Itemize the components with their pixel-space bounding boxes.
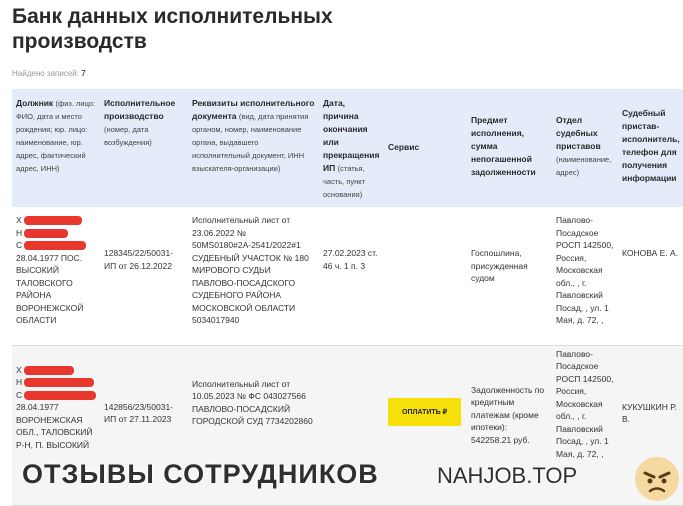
- cell-document: Исполнительный лист от 10.05.2023 № ФС 043027566 ПАВЛОВО-ПОСАДСКИЙ ГОРОДСКОЙ СУД 7734202860: [188, 345, 319, 505]
- cell-debtor: Х Н С 28.04.1977 ВОРОНЕЖСКАЯ ОБЛ., ТАЛОВСКИЙ Р-Н, П. ВЫСОКИЙ: [12, 345, 100, 505]
- cell-subject: Задолженность по кредитным платежам (кроме ипотеки): 542258.21 руб.: [467, 345, 552, 505]
- angry-face-icon: [633, 455, 681, 503]
- records-found-count: 7: [81, 69, 86, 78]
- header-document: Реквизиты исполнительного документа (вид, дата принятия органом, номер, наименование органа, выдавшего исполнительный документ, ИНН взыскателя-организации): [188, 89, 319, 207]
- cell-proceeding: 128345/22/50031-ИП от 26.12.2022: [100, 207, 188, 345]
- redaction-bar: [24, 216, 82, 225]
- redaction-bar: [24, 229, 68, 238]
- header-service: Сервис: [384, 89, 467, 207]
- watermark-site: NAHJOB.TOP: [437, 463, 578, 488]
- redaction-bar: [24, 366, 74, 375]
- cell-proceeding: 142856/23/50031-ИП от 27.11.2023: [100, 345, 188, 505]
- header-department: Отдел судебных приставов (наименование, адрес): [552, 89, 618, 207]
- cell-department: Павлово-Посадское РОСП 142500, Россия, Московская обл., , г. Павловский Посад, , ул. 1 Мая, д. 72, ,: [552, 345, 618, 505]
- cell-department: Павлово-Посадское РОСП 142500, Россия, Московская обл., , г. Павловский Посад, , ул. 1 Мая, д. 72, ,: [552, 207, 618, 345]
- cell-debtor: Х Н С 28.04.1977 ПОС. ВЫСОКИЙ ТАЛОВСКОГО РАЙОНА ВОРОНЕЖСКОЙ ОБЛАСТИ: [12, 207, 100, 345]
- cell-service: [384, 207, 467, 345]
- cell-subject: Госпошлина, присужденная судом: [467, 207, 552, 345]
- table-header-row: [12, 89, 683, 207]
- page-title: Банк данных исполнительных производств: [12, 5, 333, 53]
- redaction-bar: [24, 378, 94, 387]
- header-debtor: Должник (физ. лицо: ФИО, дата и место рождения; юр. лицо: наименование, юр. адрес, фактический адрес, ИНН): [12, 89, 100, 207]
- header-proceeding: Исполнительное производство (номер, дата возбуждения): [100, 89, 188, 207]
- records-found: [12, 69, 86, 78]
- cell-end-reason: 27.02.2023 ст. 46 ч. 1 п. 3: [319, 207, 384, 345]
- header-end-reason: Дата, причина окончания или прекращения ИП (статья, часть, пункт основания): [319, 89, 384, 207]
- records-found-label: Найдено записей:: [12, 69, 79, 78]
- cell-bailiff: КОНОВА Е. А.: [618, 207, 683, 345]
- redaction-bar: [24, 391, 96, 400]
- results-table: [12, 89, 683, 506]
- table-row: [12, 207, 683, 345]
- cell-document: Исполнительный лист от 23.06.2022 № 50MS0180#2А-2541/2022#1 СУДЕБНЫЙ УЧАСТОК № 180 МИРОВОГО СУДЬИ ПАВЛОВО-ПОСАДСКОГО СУДЕБНОГО РАЙОНА МОСКОВСКОЙ ОБЛАСТИ 5034017940: [188, 207, 319, 345]
- redaction-bar: [24, 241, 86, 250]
- cell-bailiff: КУКУШКИН Р. В.: [618, 345, 683, 505]
- header-bailiff: Судебный пристав-исполнитель, телефон для получения информации: [618, 89, 683, 207]
- pay-button[interactable]: ОПЛАТИТЬ ₽: [388, 398, 461, 426]
- header-subject: Предмет исполнения, сумма непогашенной задолженности: [467, 89, 552, 207]
- watermark-text: ОТЗЫВЫ СОТРУДНИКОВ: [22, 459, 379, 489]
